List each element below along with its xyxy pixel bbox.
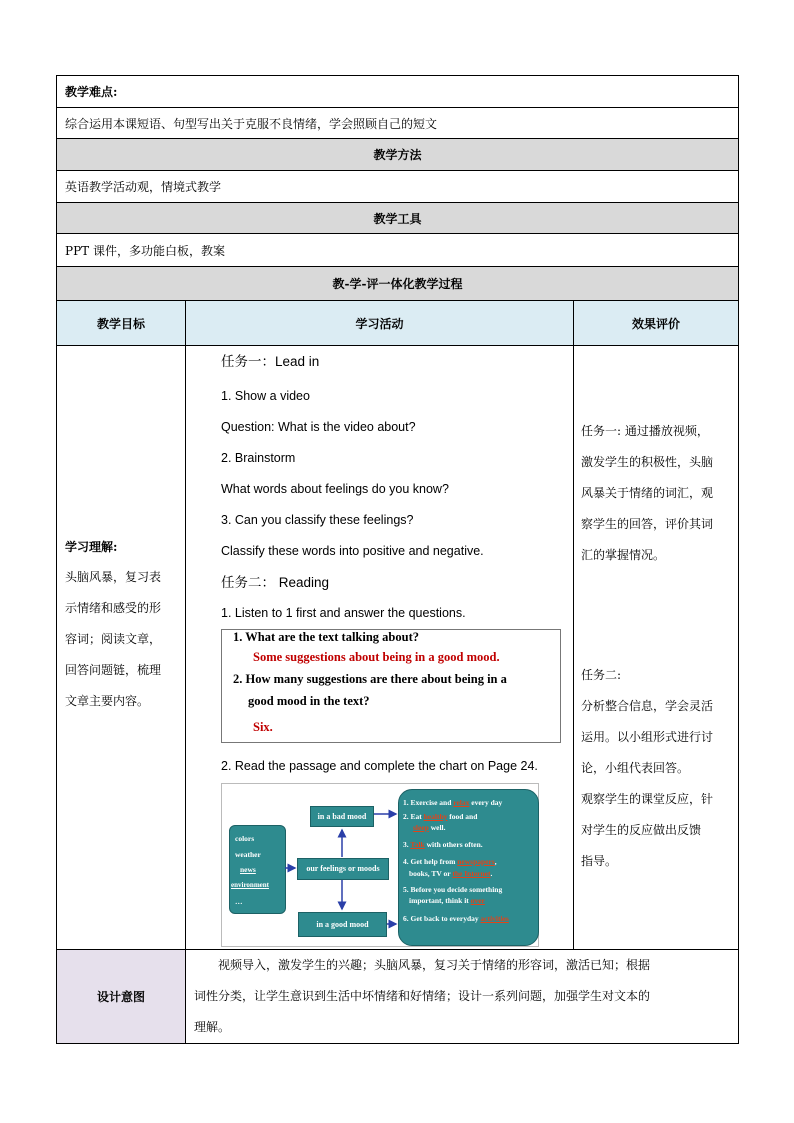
- chart-left-dots: …: [235, 897, 243, 906]
- chart-good-mood-box: in a good mood: [298, 912, 387, 937]
- chart-item-5-cont: important, think it over: [409, 896, 485, 905]
- question-2: 2. How many suggestions are there about being in a: [233, 672, 507, 686]
- task1-item: 3. Can you classify these feelings?: [221, 513, 414, 527]
- col-activity-header: 学习活动: [186, 301, 574, 346]
- tools-heading: 教学工具: [57, 203, 739, 234]
- task1-item: Classify these words into positive and negative.: [221, 544, 484, 558]
- col-goal-header: 教学目标: [57, 301, 186, 346]
- difficulty-heading: 教学难点:: [57, 76, 739, 108]
- chart-item-6: 6. Get back to everyday activities: [403, 914, 509, 923]
- task1-title: 任务一：Lead in: [221, 354, 320, 369]
- chart-item-1: 1. Exercise and relax every day: [403, 798, 503, 807]
- lesson-plan-table: [56, 75, 739, 1044]
- eval-line: 论，小组代表回答。: [581, 761, 690, 775]
- question-1: 1. What are the text talking about?: [233, 630, 419, 644]
- eval-line: 对学生的反应做出反馈: [581, 823, 702, 837]
- eval-line: 察学生的回答，评价其词: [581, 517, 714, 531]
- chart-item-2: 2. Eat healthy food and: [403, 812, 478, 821]
- task1-item: Question: What is the video about?: [221, 420, 416, 434]
- difficulty-content: 综合运用本课短语、句型写出关于克服不良情绪，学会照顾自己的短文: [57, 108, 739, 139]
- design-line: 词性分类，让学生意识到生活中坏情绪和好情绪；设计一系列问题，加强学生对文本的: [194, 989, 651, 1003]
- design-line: 视频导入，激发学生的兴趣；头脑风暴，复习关于情绪的形容词，激活已知；根据: [218, 958, 651, 972]
- goal-line: 容词；阅读文章，: [65, 632, 162, 646]
- design-content: [186, 950, 739, 1044]
- eval-line: 汇的掌握情况。: [581, 548, 666, 562]
- task2-step1: 1. Listen to 1 first and answer the questions.: [221, 606, 466, 620]
- activity-cell: [186, 346, 574, 950]
- chart-left-weather: weather: [235, 850, 261, 859]
- goal-line: 文章主要内容。: [65, 694, 150, 708]
- col-eval-header: 效果评价: [574, 301, 739, 346]
- task1-item: 1. Show a video: [221, 389, 310, 403]
- task1-item: 2. Brainstorm: [221, 451, 296, 465]
- eval-line: 观察学生的课堂反应，针: [581, 792, 714, 806]
- qa-box: [221, 629, 561, 743]
- chart-bad-mood-box: in a bad mood: [310, 806, 374, 827]
- eval-line: 风暴关于情绪的词汇，观: [581, 486, 714, 500]
- chart-item-4-cont: books, TV or the Internet.: [409, 869, 493, 878]
- chart-center-box: our feelings or moods: [297, 858, 389, 880]
- goal-line: 头脑风暴，复习表: [65, 570, 162, 584]
- tools-content: PPT 课件，多功能白板，教案: [57, 234, 739, 267]
- eval-line: 激发学生的积极性，头脑: [581, 455, 714, 469]
- goal-line: 示情绪和感受的形: [65, 601, 162, 615]
- eval-line: 任务一: 通过播放视频，: [581, 424, 709, 438]
- chart-item-2-cont: sleep well.: [413, 823, 446, 832]
- methods-content: 英语教学活动观，情境式教学: [57, 171, 739, 203]
- chart-item-3: 3. Talk with others often.: [403, 840, 483, 849]
- goal-line: 回答问题链，梳理: [65, 663, 162, 677]
- goal-title: 学习理解:: [65, 540, 118, 554]
- answer-2: Six.: [253, 720, 273, 734]
- task1-item: What words about feelings do you know?: [221, 482, 449, 496]
- task2-step2: 2. Read the passage and complete the chart on Page 24.: [221, 759, 538, 773]
- methods-heading: 教学方法: [57, 139, 739, 171]
- design-heading: 设计意图: [57, 950, 186, 1044]
- mood-chart: [221, 783, 539, 947]
- eval-line: 任务二:: [581, 668, 622, 682]
- answer-1: Some suggestions about being in a good mood.: [253, 650, 500, 664]
- goal-cell: [57, 346, 186, 950]
- eval-line: 运用。以小组形式进行讨: [581, 730, 714, 744]
- process-heading: 教-学-评一体化教学过程: [57, 267, 739, 301]
- chart-left-blank-environment: environment: [231, 881, 269, 889]
- chart-item-4: 4. Get help from newspapers,: [403, 857, 497, 866]
- chart-suggestions-box: [398, 789, 539, 946]
- eval-cell: [574, 346, 739, 950]
- question-2-cont: good mood in the text?: [248, 694, 370, 708]
- chart-left-blank-news: news: [240, 865, 256, 874]
- design-line: 理解。: [194, 1020, 231, 1034]
- eval-line: 分析整合信息，学会灵活: [581, 699, 714, 713]
- chart-left-colors: colors: [235, 834, 255, 843]
- chart-item-5: 5. Before you decide something: [403, 885, 503, 894]
- eval-line: 指导。: [581, 854, 618, 868]
- task2-title: 任务二： Reading: [221, 575, 330, 590]
